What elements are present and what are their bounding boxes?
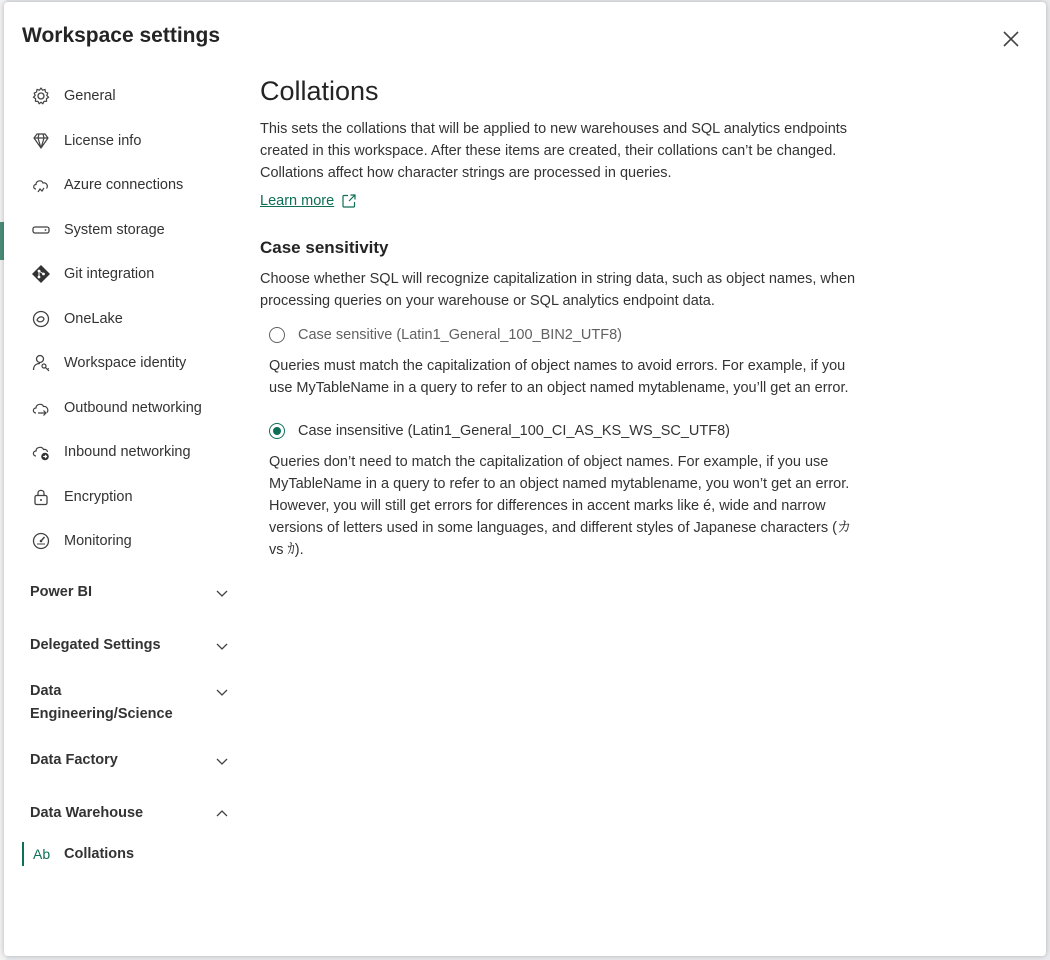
- radio-label: Case sensitive (Latin1_General_100_BIN2_UTF8): [298, 327, 623, 343]
- dialog-title: Workspace settings: [22, 24, 221, 47]
- sidebar-item-label: Encryption: [64, 488, 133, 505]
- sidebar-item-collations[interactable]: [22, 842, 240, 866]
- sidebar-item-label: System storage: [64, 221, 165, 238]
- section-label: Data Factory: [30, 751, 118, 768]
- page-title: Collations: [260, 76, 379, 106]
- radio-button[interactable]: [269, 327, 285, 343]
- sidebar-item-label: Workspace identity: [64, 355, 187, 372]
- close-icon: [1002, 30, 1020, 48]
- open-external-icon[interactable]: [341, 193, 357, 209]
- section-label: Power BI: [30, 583, 93, 600]
- sidebar-item-label: OneLake: [64, 310, 123, 327]
- sidebar-item-git-integration[interactable]: [22, 252, 240, 297]
- chevron-down-icon: [214, 684, 230, 700]
- section-data-factory[interactable]: [22, 749, 240, 772]
- gauge-icon: [30, 530, 52, 552]
- settings-sidebar: [22, 74, 240, 866]
- close-button[interactable]: [998, 26, 1024, 52]
- chevron-up-icon: [214, 806, 230, 822]
- case-sensitive-description: Queries must match the capitalization of object names to avoid errors. For example, if you use MyTableName in a query to refer to an object named mytablename, you’ll get an error.: [269, 358, 849, 396]
- chevron-down-icon: [214, 753, 230, 769]
- sidebar-item-label: General: [64, 88, 116, 105]
- text-case-icon: Ab: [33, 845, 51, 862]
- section-label: Delegated Settings: [30, 636, 161, 653]
- sidebar-item-workspace-identity[interactable]: [22, 341, 240, 386]
- diamond-icon: [30, 130, 52, 152]
- chevron-down-icon: [214, 585, 230, 601]
- sidebar-item-system-storage[interactable]: [22, 208, 240, 253]
- onelake-icon: [30, 308, 52, 330]
- case-insensitive-radio-option[interactable]: [269, 423, 864, 439]
- person-key-icon: [30, 352, 52, 374]
- sidebar-item-monitoring[interactable]: [22, 519, 240, 564]
- case-insensitive-description: Queries don’t need to match the capitalization of object names. For example, if you use MyTableName in a query to refer to an object named mytablename, you won’t get an error. However, you will still get errors for differences in accent marks like é, wide and narrow versions of letters used in some languages, and different styles of Japanese characters (カ vs ｶ).: [269, 454, 852, 558]
- main-content: [260, 76, 864, 561]
- cloud-outbound-icon: [30, 397, 52, 419]
- case-sensitivity-heading: Case sensitivity: [260, 238, 389, 257]
- sidebar-item-general[interactable]: [22, 74, 240, 119]
- sidebar-item-encryption[interactable]: [22, 475, 240, 520]
- git-icon: [30, 263, 52, 285]
- page-description: This sets the collations that will be applied to new warehouses and SQL analytics endpoints created in this workspace. After these items are created, their collations can’t be changed. Collations affect how character strings are processed in queries.: [260, 121, 848, 181]
- sidebar-item-label: Git integration: [64, 266, 155, 283]
- sidebar-item-label: License info: [64, 132, 142, 149]
- section-label: Data Warehouse: [30, 804, 144, 821]
- sidebar-item-inbound-networking[interactable]: [22, 430, 240, 475]
- section-power-bi[interactable]: [22, 581, 240, 604]
- cloud-link-icon: [30, 174, 52, 196]
- case-sensitivity-description: Choose whether SQL will recognize capitalization in string data, such as object names, when processing queries on your warehouse or SQL analytics endpoint data.: [260, 271, 856, 309]
- sidebar-item-label: Inbound networking: [64, 444, 191, 461]
- radio-button[interactable]: [269, 423, 285, 439]
- radio-label: Case insensitive (Latin1_General_100_CI_AS_KS_WS_SC_UTF8): [298, 423, 730, 439]
- section-label: Data Engineering/Science: [30, 682, 173, 722]
- case-sensitive-radio-option[interactable]: [269, 327, 864, 343]
- sidebar-item-outbound-networking[interactable]: [22, 386, 240, 431]
- selected-indicator: [22, 842, 24, 866]
- chevron-down-icon: [214, 638, 230, 654]
- gear-icon: [30, 85, 52, 107]
- workspace-settings-dialog: [4, 2, 1046, 956]
- section-data-warehouse[interactable]: [22, 802, 240, 825]
- sidebar-item-label: Azure connections: [64, 177, 184, 194]
- learn-more-link[interactable]: Learn more: [260, 193, 335, 209]
- sidebar-item-label: Outbound networking: [64, 399, 202, 416]
- sidebar-item-label: Collations: [64, 845, 135, 862]
- section-delegated-settings[interactable]: [22, 634, 240, 657]
- sidebar-item-azure-connections[interactable]: [22, 163, 240, 208]
- storage-icon: [30, 219, 52, 241]
- sidebar-item-label: Monitoring: [64, 533, 132, 550]
- sidebar-item-onelake[interactable]: [22, 297, 240, 342]
- cloud-inbound-icon: [30, 441, 52, 463]
- section-data-engineering-science[interactable]: [22, 680, 240, 726]
- sidebar-item-license-info[interactable]: [22, 119, 240, 164]
- lock-icon: [30, 486, 52, 508]
